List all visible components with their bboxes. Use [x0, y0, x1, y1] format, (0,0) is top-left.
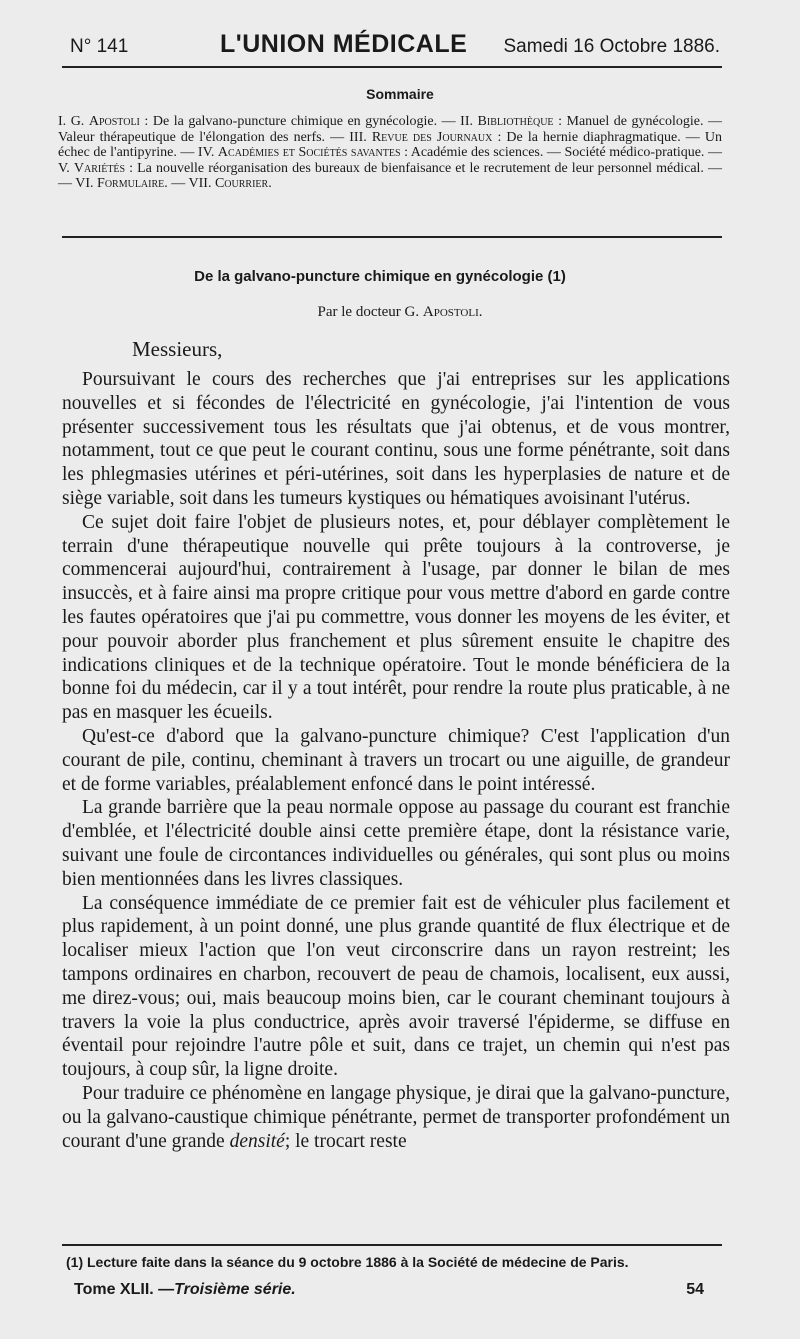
issue-number: N° 141 — [70, 36, 129, 57]
author-name: Apostoli — [422, 304, 479, 320]
article-body — [62, 368, 730, 1153]
article-paragraph — [62, 725, 730, 796]
summary-segment: : La nouvelle réorganisation des bureaux de bienfaisance et le recrutement de leur personnel médical. — — VI. — [58, 160, 722, 191]
article-paragraph — [62, 796, 730, 891]
author-prefix: Par le docteur G. — [317, 304, 423, 320]
page-footer — [74, 1281, 704, 1299]
summary-segment: . — [268, 176, 272, 191]
page-header — [70, 30, 720, 64]
paragraph-text: ; le trocart reste — [284, 1130, 407, 1152]
summary-section-label: Bibliothèque — [477, 114, 554, 129]
summary-segment: : De la galvano-puncture chimique en gynécologie. — II. — [139, 114, 478, 129]
summary-segment: : De la hernie diaphragmatique. — Un échec de l'antipyrine. — IV. — [58, 129, 722, 160]
issue-date: Samedi 16 Octobre 1886. — [503, 36, 720, 57]
paragraph-text: La grande barrière que la peau normale oppose au passage du courant est franchie d'emblée, et l'électricité double ainsi cette première étape, dont la résistance varie, suivant une foule de circontances individuelles ou générales, qui sont plus ou moins bien mentionnées dans les livres classiques. — [62, 797, 730, 890]
summary-rule — [62, 236, 722, 238]
summary-segment: : Académie des sciences. — Société médico-pratique. — V. — [58, 145, 722, 176]
article-paragraph — [62, 511, 730, 725]
article-author — [0, 304, 800, 321]
emphasized-text: densité — [229, 1130, 285, 1152]
header-rule — [62, 66, 722, 68]
paragraph-text: Poursuivant le cours des recherches que j'ai entreprises sur les applications nouvelles et si fécondes de l'électricité en gynécologie, j'ai l'intention de vous présenter successivement tous les résultats que j'ai obtenus, et de vous montrer, notamment, tout ce que peut le courant continu, sous une forme pénétrante, soit dans les phlegmasies utérines et péri-utérines, soit dans les hyperplasies de nature et de siège variable, soit dans les tumeurs kystiques ou hématiques avoisinant l'utérus. — [62, 369, 730, 509]
summary-section-label: Apostoli — [88, 114, 140, 129]
series-label: Troisième série. — [174, 1281, 296, 1298]
summary-title: Sommaire — [366, 86, 434, 102]
summary-text — [58, 114, 722, 192]
summary-section-label: Courrier — [214, 176, 269, 191]
paragraph-text: Pour traduire ce phénomène en langage physique, je dirai que la galvano-puncture, ou la galvano-caustique chimique pénétrante, permet de transporter profondément un courant d'une grande — [62, 1082, 730, 1152]
article-title: De la galvano-puncture chimique en gynécologie (1) — [194, 268, 566, 285]
journal-title: L'UNION MÉDICALE — [220, 30, 468, 58]
summary-segment: : Manuel de gynécologie. — Valeur thérapeutique de l'élongation des nerfs. — III. — [58, 114, 722, 145]
article-paragraph — [62, 368, 730, 511]
summary-segment: . — VII. — [164, 176, 215, 191]
summary-section-label: Variétés — [73, 160, 126, 176]
author-suffix: . — [478, 304, 483, 320]
summary-section-label: Académies et Sociétés savantes — [217, 145, 401, 160]
paragraph-text: La conséquence immédiate de ce premier fait est de véhiculer plus facilement et plus rapidement, à un point donné, une plus grande quantité de flux électrique et de localiser mieux l'action que l'on veut circonscrire dans un rayon restreint; les tampons ordinaires en charbon, recouvert de peau de chamois, localisent, eux aussi, me direz-vous; oui, mais beaucoup moins bien, car le courant cheminant toujours à travers la voie la plus conductrice, après avoir traversé l'épiderme, se diffuse en éventail pour rejoindre l'autre pôle et suit, dans ce trajet, un chemin qui n'est pas toujours, à coup sûr, la ligne droite. — [62, 892, 730, 1081]
paragraph-text: Qu'est-ce d'abord que la galvano-puncture chimique? C'est l'application d'un courant de pile, continu, cheminant à travers un trocart ou une aiguille, de grandeur et de forme variables, préalablement enfoncé dans le point intéressé. — [62, 725, 730, 795]
article-paragraph — [62, 1082, 730, 1153]
page-number: 54 — [686, 1281, 704, 1298]
paragraph-text: Ce sujet doit faire l'objet de plusieurs notes, et, pour déblayer complètement le terrain d'une thérapeutique nouvelle qui prête toujours à la controverse, je commencerai aujourd'hui, contrairement à l'usage, par donner le bilan de mes insuccès, et à faire ainsi ma propre critique pour vous mettre d'abord en garde contre les fautes opératoires que j'ai pu commettre, vous donner les moyens de les éviter, et pour pouvoir aborder plus franchement et plus sûrement ensuite le chapitre des indications cliniques et de la technique opératoire. Tout le monde bénéficiera de la bonne foi du médecin, car il y a tout intérêt, pour rendre la route plus praticable, à ne pas en masquer les écueils. — [62, 511, 730, 724]
salutation: Messieurs, — [132, 337, 223, 361]
article-paragraph — [62, 892, 730, 1082]
summary-section-label: Revue des Journaux — [371, 129, 493, 145]
summary-section-label: Formulaire — [97, 176, 165, 191]
footnote-rule — [62, 1244, 722, 1246]
tome-label: Tome XLII. — — [74, 1281, 175, 1298]
footnote: (1) Lecture faite dans la séance du 9 octobre 1886 à la Société de médecine de Paris. — [66, 1254, 629, 1270]
summary-segment: I. G. — [58, 114, 89, 129]
